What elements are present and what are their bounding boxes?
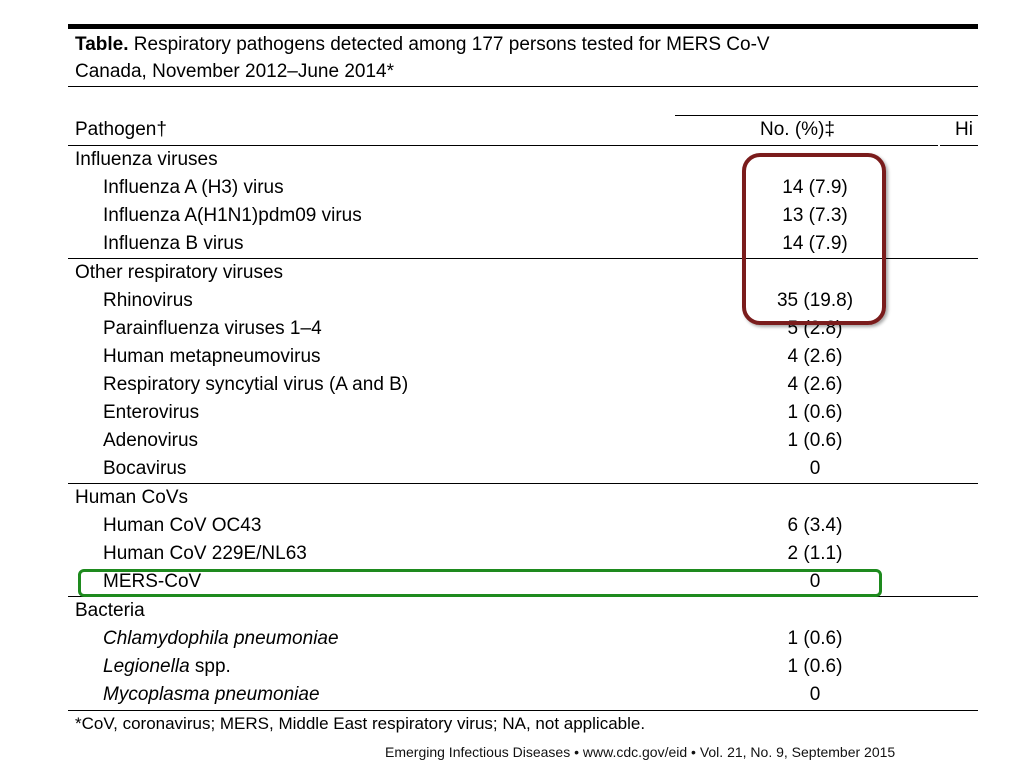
row-value: 1 (0.6) (787, 628, 843, 649)
row-value: 13 (7.3) (782, 205, 848, 226)
row-label (103, 653, 231, 681)
row-label: Influenza A(H1N1)pdm09 virus (103, 205, 362, 226)
row-label: MERS-CoV (103, 571, 202, 592)
row-label-italic: Legionella (103, 656, 190, 677)
row-label: Respiratory syncytial virus (A and B) (103, 374, 409, 395)
row-label: Influenza B virus (103, 233, 244, 254)
col-header-third: Hi (955, 119, 973, 140)
row-label: Human metapneumovirus (103, 346, 321, 367)
row-label: Bacteria (75, 600, 145, 621)
row-label: Human CoVs (75, 487, 188, 508)
row-label: Adenovirus (103, 430, 199, 451)
row-label: Influenza A (H3) virus (103, 177, 284, 198)
row-label: Mycoplasma pneumoniae (103, 684, 320, 705)
table-row (75, 512, 935, 540)
col-header-pathogen: Pathogen† (75, 119, 167, 140)
row-label: Other respiratory viruses (75, 262, 284, 283)
green-highlight-box (78, 569, 882, 597)
citation: Emerging Infectious Diseases • www.cdc.gov/eid • Vol. 21, No. 9, September 2015 (385, 744, 896, 760)
row-value: 0 (809, 458, 821, 479)
row-value: 0 (809, 571, 821, 592)
row-label: Human CoV OC43 (103, 515, 262, 536)
row-value: 14 (7.9) (782, 177, 848, 198)
row-label: Parainfluenza viruses 1–4 (103, 318, 322, 339)
group-row-bacteria (75, 597, 935, 625)
table-row (75, 399, 935, 427)
row-value: 4 (2.6) (787, 374, 843, 395)
group-row-human-covs (75, 484, 935, 512)
row-label: Influenza viruses (75, 149, 218, 170)
row-label: Chlamydophila pneumoniae (103, 628, 339, 649)
row-value: 35 (19.8) (776, 290, 854, 311)
table-title (75, 33, 975, 57)
table-row (75, 681, 935, 709)
table-row (75, 371, 935, 399)
footnote: *CoV, coronavirus; MERS, Middle East respiratory virus; NA, not applicable. (75, 714, 646, 733)
row-label: Rhinovirus (103, 290, 193, 311)
title-rule (68, 86, 978, 87)
row-value: 5 (2.8) (787, 318, 843, 339)
table-row (75, 540, 935, 568)
title-bold: Table. (75, 34, 129, 55)
row-value: 1 (0.6) (787, 402, 843, 423)
red-highlight-box (742, 153, 886, 325)
row-label: Human CoV 229E/NL63 (103, 543, 307, 564)
top-rule (68, 24, 978, 29)
row-value: 14 (7.9) (782, 233, 848, 254)
row-label-rest: spp. (189, 656, 231, 677)
header-rule-right (940, 145, 978, 146)
row-label: Enterovirus (103, 402, 200, 423)
row-value: 4 (2.6) (787, 346, 843, 367)
title-line2: Canada, November 2012–June 2014* (75, 61, 395, 82)
table-row (75, 653, 935, 681)
bottom-rule (68, 710, 978, 711)
table-row (75, 455, 935, 483)
col-header-number: No. (%)‡ (760, 119, 835, 140)
row-value: 1 (0.6) (787, 656, 843, 677)
table-row (75, 625, 935, 653)
row-value: 2 (1.1) (787, 543, 843, 564)
row-value: 0 (809, 684, 821, 705)
row-value: 1 (0.6) (787, 430, 843, 451)
title-line1: Respiratory pathogens detected among 177 persons tested for MERS Co-V (128, 34, 770, 55)
row-value: 6 (3.4) (787, 515, 843, 536)
table-row (75, 343, 935, 371)
header-group-rule (675, 115, 978, 116)
table-row (75, 427, 935, 455)
row-label: Bocavirus (103, 458, 187, 479)
